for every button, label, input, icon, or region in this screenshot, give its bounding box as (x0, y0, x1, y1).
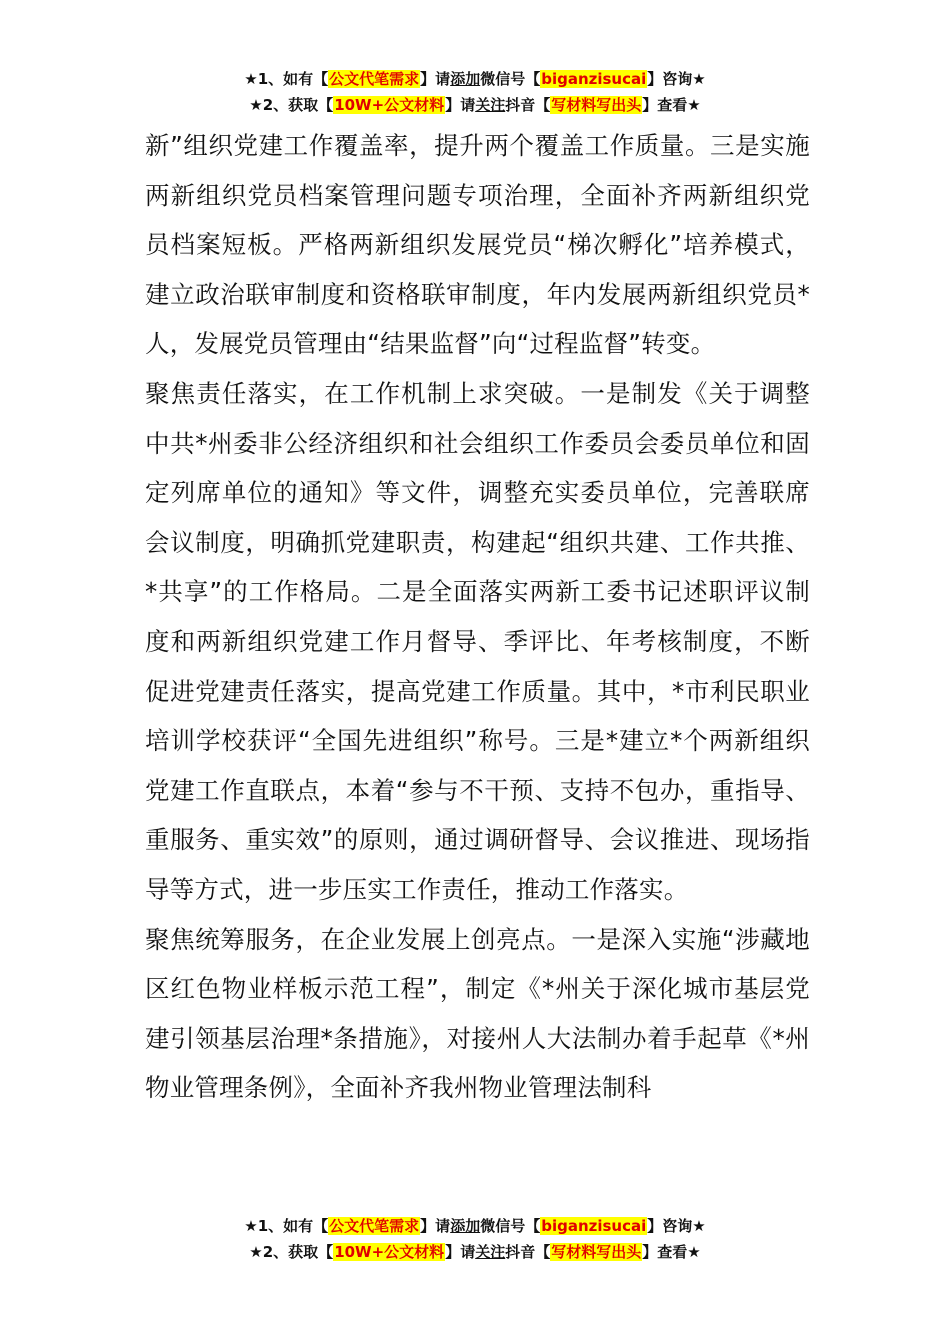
footer-line-2: ★2、获取【10W+公文材料】请关注抖音【写材料写出头】查看★ (249, 1243, 701, 1261)
highlight-wechat-id: biganzisucai (541, 1217, 647, 1235)
highlight-ghostwriting: 公文代笔需求 (329, 1217, 420, 1235)
highlight-ghostwriting: 公文代笔需求 (329, 70, 420, 88)
footer-line-1: ★1、如有【公文代笔需求】请添加微信号【biganzisucai】咨询★ (244, 1217, 706, 1235)
highlight-wechat-id: biganzisucai (541, 70, 647, 88)
footer-banner (0, 1213, 950, 1265)
paragraph: 聚焦统筹服务，在企业发展上创亮点。一是深入实施“涉藏地区红色物业样板示范工程”，制定《*州关于深化城市基层党建引领基层治理*条措施》，对接州人大法制办着手起草《*州物业管理条例》，全面补齐我州物业管理法制科 (145, 924, 810, 1103)
header-line-1: ★1、如有【公文代笔需求】请添加微信号【biganzisucai】咨询★ (244, 70, 706, 88)
paragraph: 新”组织党建工作覆盖率，提升两个覆盖工作质量。三是实施两新组织党员档案管理问题专项治理，全面补齐两新组织党员档案短板。严格两新组织发展党员“梯次孵化”培养模式，建立政治联审制度和资格联审制度，年内发展两新组织党员*人，发展党员管理由“结果监督”向“过程监督”转变。 (145, 131, 810, 359)
highlight-materials: 10W+公文材料 (334, 96, 445, 114)
document-body (145, 121, 810, 1113)
highlight-materials: 10W+公文材料 (334, 1243, 445, 1261)
header-banner (0, 66, 950, 118)
paragraph: 聚焦责任落实，在工作机制上求突破。一是制发《关于调整中共*州委非公经济组织和社会组织工作委员会委员单位和固定列席单位的通知》等文件，调整充实委员单位，完善联席会议制度，明确抓党建职责，构建起“组织共建、工作共推、*共享”的工作格局。二是全面落实两新工委书记述职评议制度和两新组织党建工作月督导、季评比、年考核制度，不断促进党建责任落实，提高党建工作质量。其中，*市利民职业培训学校获评“全国先进组织”称号。三是*建立*个两新组织党建工作直联点，本着“参与不干预、支持不包办，重指导、重服务、重实效”的原则，通过调研督导、会议推进、现场指导等方式，进一步压实工作责任，推动工作落实。 (145, 378, 810, 904)
header-line-2: ★2、获取【10W+公文材料】请关注抖音【写材料写出头】查看★ (249, 96, 701, 114)
highlight-douyin: 写材料写出头 (551, 1243, 642, 1261)
highlight-douyin: 写材料写出头 (551, 96, 642, 114)
